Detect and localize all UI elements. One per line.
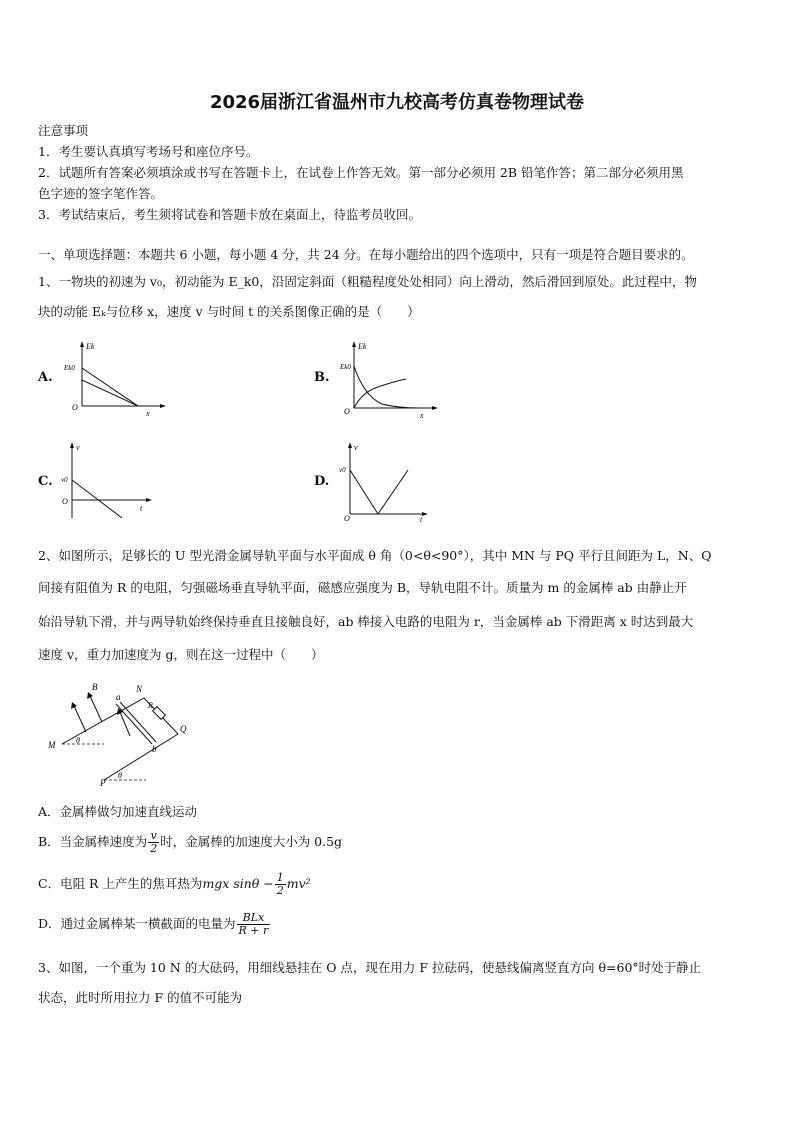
- svg-text:O: O: [344, 407, 350, 416]
- q2-option-d: D．通过金属棒某一横截面的电量为 $\frac{\text{BLx}}{R + r}$: [38, 911, 269, 937]
- q2-text-4: 速度 v，重力加速度为 g，则在这一过程中（ ）: [38, 647, 324, 662]
- svg-text:M: M: [48, 740, 56, 750]
- ek-axis-label: Ek: [86, 342, 95, 351]
- q1-graph-c: [58, 438, 158, 522]
- notice-heading: 注意事项: [38, 123, 89, 138]
- x-axis-label: x: [146, 409, 150, 418]
- svg-text:Q: Q: [180, 724, 187, 734]
- svg-text:R: R: [148, 701, 153, 710]
- svg-text:Ek: Ek: [358, 342, 367, 351]
- notice-item-1: 1．考生要认真填写考场号和座位序号。: [38, 144, 259, 159]
- svg-text:b: b: [152, 744, 157, 754]
- q3-text-1: 3、如图，一个重为 10 N 的大砝码，用细线悬挂在 O 点，现在用力 F 拉砝码，使悬线偏离竖直方向 θ=60°时处于静止: [38, 960, 702, 975]
- svg-text:O: O: [62, 497, 68, 506]
- svg-text:t: t: [140, 504, 143, 513]
- q2-option-b: B．当金属棒速度为 $\frac{v}{2}$ 时，金属棒的加速度大小为 0.5g: [38, 829, 343, 855]
- svg-text:θ: θ: [76, 736, 80, 745]
- q2-text-1: 2、如图所示，足够长的 U 型光滑金属导轨平面与水平面成 θ 角（0<θ<90°），其中 MN 与 PQ 平行且间距为 L，N、Q: [38, 548, 712, 563]
- svg-text:x: x: [420, 411, 424, 418]
- notice-item-2: 2．试题所有答案必须填涂或书写在答题卡上，在试卷上作答无效。第一部分必须用 2B 铅笔作答；第二部分必须用黑: [38, 165, 684, 180]
- notice-item-2-cont: 色字迹的签字笔作答。: [38, 186, 164, 201]
- svg-text:v: v: [354, 443, 358, 452]
- section-heading: 一、单项选择题：本题共 6 小题，每小题 4 分，共 24 分。在每小题给出的四个选项中，只有一项是符合题目要求的。: [38, 247, 694, 262]
- q1-graph-d: [338, 438, 438, 522]
- q2-text-2: 间接有阻值为 R 的电阻，匀强磁场垂直导轨平面，磁感应强度为 B，导轨电阻不计。质量为 m 的金属棒 ab 由静止开: [38, 580, 687, 595]
- q3-text-2: 状态，此时所用拉力 F 的值不可能为: [38, 990, 243, 1005]
- q1-option-d-label: D.: [314, 474, 330, 489]
- svg-text:N: N: [136, 684, 143, 694]
- q1-text-2: 块的动能 Eₖ与位移 x，速度 v 与时间 t 的关系图像正确的是（ ）: [38, 304, 420, 319]
- svg-text:v0: v0: [61, 476, 68, 484]
- ek0-label: Ek0: [64, 364, 75, 372]
- q1-graph-b: [338, 338, 448, 418]
- notice-item-3: 3．考试结束后，考生须将试卷和答题卡放在桌面上，待监考员收回。: [38, 207, 421, 222]
- svg-text:θ: θ: [118, 771, 122, 780]
- q1-graph-a: [60, 338, 170, 418]
- q2-option-c: C．电阻 R 上产生的焦耳热为mgx sinθ − $\frac{1}{2}$ mv²: [38, 871, 311, 897]
- svg-text:O: O: [344, 514, 350, 522]
- exam-title: 2026届浙江省温州市九校高考仿真卷物理试卷: [209, 92, 585, 113]
- origin-label: O: [72, 403, 78, 412]
- q2-text-3: 始沿导轨下滑，并与两导轨始终保持垂直且接触良好，ab 棒接入电路的电阻为 r，当金属棒 ab 下滑距离 x 时达到最大: [38, 614, 694, 629]
- q1-option-a-label: A.: [38, 370, 53, 385]
- q1-option-c-label: C.: [38, 474, 53, 489]
- q1-option-b-label: B.: [314, 370, 330, 385]
- svg-text:Ek0: Ek0: [340, 363, 351, 371]
- q2-option-a: A．金属棒做匀加速直线运动: [38, 804, 198, 819]
- svg-text:v: v: [76, 443, 80, 452]
- svg-text:t: t: [420, 515, 423, 522]
- svg-text:B: B: [92, 682, 98, 692]
- q2-rail-figure: [44, 676, 194, 786]
- svg-text:v0: v0: [339, 466, 346, 474]
- svg-text:P: P: [100, 778, 106, 786]
- svg-text:a: a: [116, 692, 121, 702]
- q1-text-1: 1、一物块的初速为 v₀，初动能为 E_k0，沿固定斜面（粗糙程度处处相同）向上滑动，然后滑回到原处。此过程中，物: [38, 274, 697, 289]
